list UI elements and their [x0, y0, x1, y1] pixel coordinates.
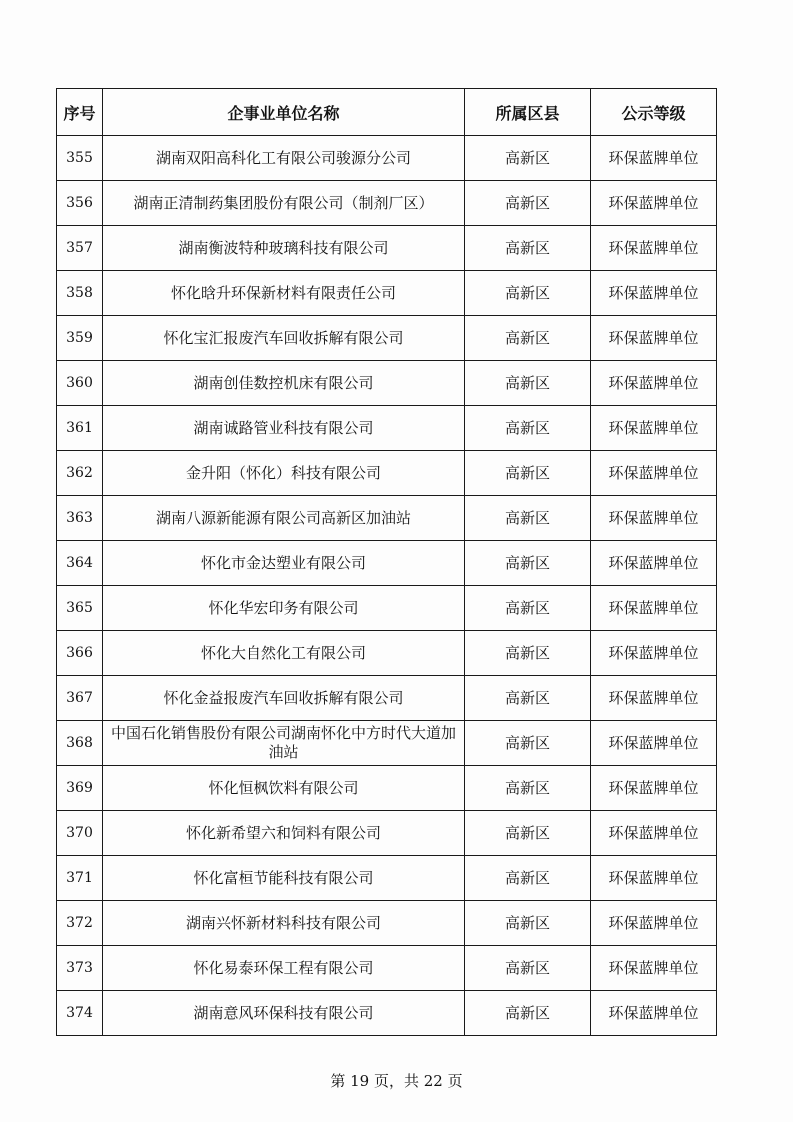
- cell-enterprise-name: 怀化易泰环保工程有限公司: [103, 946, 465, 991]
- cell-level: 环保蓝牌单位: [591, 136, 717, 181]
- cell-level: 环保蓝牌单位: [591, 271, 717, 316]
- table-row: [57, 721, 717, 766]
- cell-seq: 364: [57, 541, 103, 586]
- cell-district: 高新区: [465, 406, 591, 451]
- cell-district: 高新区: [465, 856, 591, 901]
- cell-district: 高新区: [465, 451, 591, 496]
- cell-seq: 357: [57, 226, 103, 271]
- table-row: [57, 586, 717, 631]
- cell-seq: 359: [57, 316, 103, 361]
- cell-enterprise-name: 怀化金益报废汽车回收拆解有限公司: [103, 676, 465, 721]
- header-district: 所属区县: [465, 89, 591, 136]
- cell-enterprise-name: 怀化市金达塑业有限公司: [103, 541, 465, 586]
- cell-seq: 368: [57, 721, 103, 766]
- cell-level: 环保蓝牌单位: [591, 316, 717, 361]
- enterprise-table: [56, 88, 717, 1036]
- cell-seq: 358: [57, 271, 103, 316]
- cell-district: 高新区: [465, 271, 591, 316]
- cell-district: 高新区: [465, 946, 591, 991]
- cell-level: 环保蓝牌单位: [591, 226, 717, 271]
- cell-district: 高新区: [465, 136, 591, 181]
- table-row: [57, 541, 717, 586]
- cell-enterprise-name: 金升阳（怀化）科技有限公司: [103, 451, 465, 496]
- cell-enterprise-name: 怀化大自然化工有限公司: [103, 631, 465, 676]
- table-header-row: [57, 89, 717, 136]
- header-name: 企事业单位名称: [103, 89, 465, 136]
- cell-level: 环保蓝牌单位: [591, 766, 717, 811]
- cell-enterprise-name: 湖南正清制药集团股份有限公司（制剂厂区）: [103, 181, 465, 226]
- header-seq: 序号: [57, 89, 103, 136]
- cell-level: 环保蓝牌单位: [591, 451, 717, 496]
- cell-enterprise-name: 怀化宝汇报废汽车回收拆解有限公司: [103, 316, 465, 361]
- table-row: [57, 766, 717, 811]
- cell-enterprise-name: 怀化新希望六和饲料有限公司: [103, 811, 465, 856]
- page-number: 第 19 页，共 22 页: [330, 1072, 463, 1090]
- cell-enterprise-name: 怀化华宏印务有限公司: [103, 586, 465, 631]
- table-row: [57, 676, 717, 721]
- cell-level: 环保蓝牌单位: [591, 901, 717, 946]
- cell-level: 环保蓝牌单位: [591, 991, 717, 1036]
- cell-level: 环保蓝牌单位: [591, 856, 717, 901]
- cell-district: 高新区: [465, 766, 591, 811]
- cell-seq: 365: [57, 586, 103, 631]
- table-row: [57, 451, 717, 496]
- header-level: 公示等级: [591, 89, 717, 136]
- cell-level: 环保蓝牌单位: [591, 586, 717, 631]
- cell-district: 高新区: [465, 901, 591, 946]
- cell-district: 高新区: [465, 226, 591, 271]
- cell-seq: 355: [57, 136, 103, 181]
- cell-district: 高新区: [465, 541, 591, 586]
- cell-seq: 374: [57, 991, 103, 1036]
- cell-seq: 360: [57, 361, 103, 406]
- cell-seq: 361: [57, 406, 103, 451]
- cell-seq: 371: [57, 856, 103, 901]
- cell-district: 高新区: [465, 181, 591, 226]
- cell-enterprise-name: 怀化晗升环保新材料有限责任公司: [103, 271, 465, 316]
- table-row: [57, 271, 717, 316]
- cell-district: 高新区: [465, 676, 591, 721]
- table-body: [57, 136, 717, 1036]
- cell-enterprise-name: 怀化恒枫饮料有限公司: [103, 766, 465, 811]
- cell-enterprise-name: 湖南创佳数控机床有限公司: [103, 361, 465, 406]
- cell-enterprise-name: 湖南双阳高科化工有限公司骏源分公司: [103, 136, 465, 181]
- cell-district: 高新区: [465, 991, 591, 1036]
- cell-seq: 373: [57, 946, 103, 991]
- cell-district: 高新区: [465, 496, 591, 541]
- cell-level: 环保蓝牌单位: [591, 181, 717, 226]
- cell-level: 环保蓝牌单位: [591, 496, 717, 541]
- cell-seq: 370: [57, 811, 103, 856]
- cell-seq: 372: [57, 901, 103, 946]
- cell-level: 环保蓝牌单位: [591, 541, 717, 586]
- cell-enterprise-name: 湖南意风环保科技有限公司: [103, 991, 465, 1036]
- table-row: [57, 136, 717, 181]
- cell-level: 环保蓝牌单位: [591, 811, 717, 856]
- cell-enterprise-name: 湖南八源新能源有限公司高新区加油站: [103, 496, 465, 541]
- table-row: [57, 361, 717, 406]
- table-row: [57, 856, 717, 901]
- table-row: [57, 631, 717, 676]
- table-row: [57, 991, 717, 1036]
- cell-level: 环保蓝牌单位: [591, 361, 717, 406]
- cell-district: 高新区: [465, 316, 591, 361]
- cell-level: 环保蓝牌单位: [591, 721, 717, 766]
- cell-district: 高新区: [465, 361, 591, 406]
- table-row: [57, 226, 717, 271]
- cell-enterprise-name: 湖南诚路管业科技有限公司: [103, 406, 465, 451]
- table-row: [57, 811, 717, 856]
- cell-enterprise-name: 怀化富桓节能科技有限公司: [103, 856, 465, 901]
- cell-district: 高新区: [465, 811, 591, 856]
- cell-level: 环保蓝牌单位: [591, 676, 717, 721]
- cell-level: 环保蓝牌单位: [591, 946, 717, 991]
- cell-district: 高新区: [465, 721, 591, 766]
- table-row: [57, 406, 717, 451]
- cell-enterprise-name: 中国石化销售股份有限公司湖南怀化中方时代大道加油站: [103, 721, 465, 766]
- cell-enterprise-name: 湖南衡波特种玻璃科技有限公司: [103, 226, 465, 271]
- cell-district: 高新区: [465, 586, 591, 631]
- cell-seq: 362: [57, 451, 103, 496]
- table-row: [57, 946, 717, 991]
- cell-seq: 366: [57, 631, 103, 676]
- cell-level: 环保蓝牌单位: [591, 631, 717, 676]
- cell-seq: 367: [57, 676, 103, 721]
- cell-seq: 356: [57, 181, 103, 226]
- cell-seq: 363: [57, 496, 103, 541]
- cell-level: 环保蓝牌单位: [591, 406, 717, 451]
- table-row: [57, 496, 717, 541]
- table-row: [57, 901, 717, 946]
- table-row: [57, 181, 717, 226]
- table-row: [57, 316, 717, 361]
- cell-seq: 369: [57, 766, 103, 811]
- cell-enterprise-name: 湖南兴怀新材料科技有限公司: [103, 901, 465, 946]
- cell-district: 高新区: [465, 631, 591, 676]
